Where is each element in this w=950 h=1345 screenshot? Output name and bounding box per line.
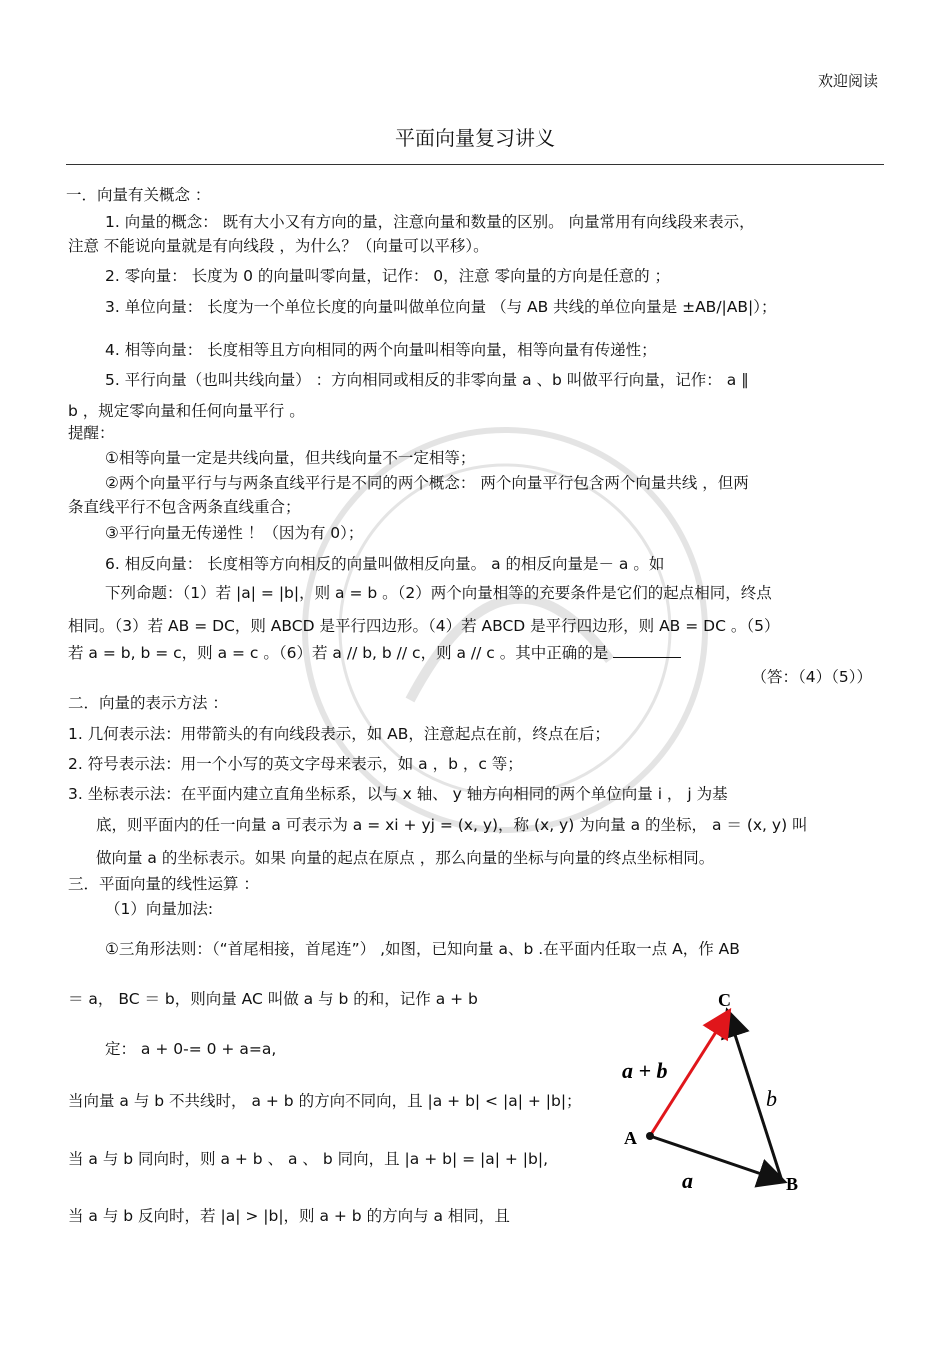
text-line: 6. 相反向量： 长度相等方向相反的向量叫做相反向量。 a 的相反向量是－ a 。如 xyxy=(105,555,665,573)
reminder-heading: 提醒： xyxy=(68,424,115,442)
text-line: ＝ a， BC ＝ b，则向量 AC 叫做 a 与 b 的和，记作 a + b xyxy=(68,990,478,1008)
text-line: 做向量 a 的坐标表示。如果 向量的起点在原点 ，那么向量的坐标与向量的终点坐标相同。 xyxy=(96,849,715,867)
vector-ab-line xyxy=(650,1136,782,1181)
answer-blank xyxy=(613,643,681,658)
text-line: 1. 几何表示法：用带箭头的有向线段表示，如 AB，注意起点在前，终点在后； xyxy=(68,725,610,743)
text-line: 定： a + 0-= 0 + a=a, xyxy=(105,1040,277,1058)
subsection-heading: （1）向量加法: xyxy=(105,900,214,918)
label-point-b: B xyxy=(786,1174,799,1194)
text-line: 当 a 与 b 反向时，若 |a| > |b|，则 a + b 的方向与 a 相同，且 xyxy=(68,1207,510,1225)
label-point-a: A xyxy=(624,1128,637,1148)
label-point-c: C xyxy=(718,990,731,1010)
text-line: 当 a 与 b 同向时，则 a + b 、 a 、 b 同向，且 |a + b| = |a| + |b|, xyxy=(68,1150,549,1168)
text-line: ①相等向量一定是共线向量，但共线向量不一定相等； xyxy=(105,449,476,467)
label-vector-sum: a + b xyxy=(622,1058,668,1083)
text-line: 2. 符号表示法：用一个小写的英文字母来表示，如 a ，b ，c 等； xyxy=(68,755,523,773)
text-line: ①三角形法则：（“首尾相接，首尾连”） ,如图，已知向量 a、b .在平面内任取一点 A，作 AB xyxy=(105,940,740,958)
text-line: 注意 不能说向量就是有向线段 ，为什么？（向量可以平移）。 xyxy=(68,237,489,255)
label-vector-b: b xyxy=(766,1086,777,1111)
text-line: 2. 零向量： 长度为 0 的向量叫零向量，记作： 0，注意 零向量的方向是任意的 ； xyxy=(105,267,671,285)
text-line: 3. 坐标表示法：在平面内建立直角坐标系，以与 x 轴、 y 轴方向相同的两个单位向量 i ， j 为基 xyxy=(68,785,728,803)
text-line: 底，则平面内的任一向量 a 可表示为 a = xi + yj = (x, y)，称 (x, y) 为向量 a 的坐标， a ＝ (x, y) 叫 xyxy=(96,816,808,834)
answer-note: （答：（4）（5）） xyxy=(751,668,872,686)
text-line: 3. 单位向量： 长度为一个单位长度的向量叫做单位向量 （与 AB 共线的单位向量是 ±AB/|AB|）； xyxy=(105,298,777,316)
section-1-heading: 一．向量有关概念 ： xyxy=(66,186,211,204)
text-line: b ，规定零向量和任何向量平行 。 xyxy=(68,402,305,420)
text-line-content: 若 a = b, b = c，则 a = c 。（6）若 a // b, b // c，则 a // c 。其中正确的是 xyxy=(68,644,609,662)
page-title: 平面向量复习讲义 xyxy=(395,126,555,150)
text-line: 5. 平行向量（也叫共线向量） ：方向相同或相反的非零向量 a 、b 叫做平行向量，记作： a ∥ xyxy=(105,371,749,389)
vector-triangle-diagram xyxy=(610,988,830,1198)
text-line: ②两个向量平行与与两条直线平行是不同的两个概念： 两个向量平行包含两个向量共线 ，但两 xyxy=(105,474,749,492)
section-2-heading: 二．向量的表示方法 ： xyxy=(68,694,228,712)
section-3-heading: 三．平面向量的线性运算 ： xyxy=(68,875,259,893)
text-line: 4. 相等向量： 长度相等且方向相同的两个向量叫相等向量，相等向量有传递性； xyxy=(105,341,657,359)
text-line: 1. 向量的概念： 既有大小又有方向的量，注意向量和数量的区别。 向量常用有向线段来表示， xyxy=(105,213,755,231)
text-line: ③平行向量无传递性 ！（因为有 0）； xyxy=(105,524,364,542)
text-line: 当向量 a 与 b 不共线时， a + b 的方向不同向，且 |a + b| < |a| + |b|； xyxy=(68,1092,582,1110)
text-line xyxy=(68,643,681,663)
header-right-text: 欢迎阅读 xyxy=(817,72,878,90)
label-vector-a: a xyxy=(682,1168,693,1193)
text-line: 相同。（3）若 AB = DC，则 ABCD 是平行四边形。（4）若 ABCD 是平行四边形，则 AB = DC 。（5） xyxy=(68,617,780,635)
point-a-dot xyxy=(646,1132,654,1140)
title-divider xyxy=(66,164,884,165)
text-line: 下列命题：（1）若 |a| = |b|，则 a = b 。（2）两个向量相等的充要条件是它们的起点相同，终点 xyxy=(105,584,772,602)
text-line: 条直线平行不包含两条直线重合； xyxy=(68,498,301,516)
